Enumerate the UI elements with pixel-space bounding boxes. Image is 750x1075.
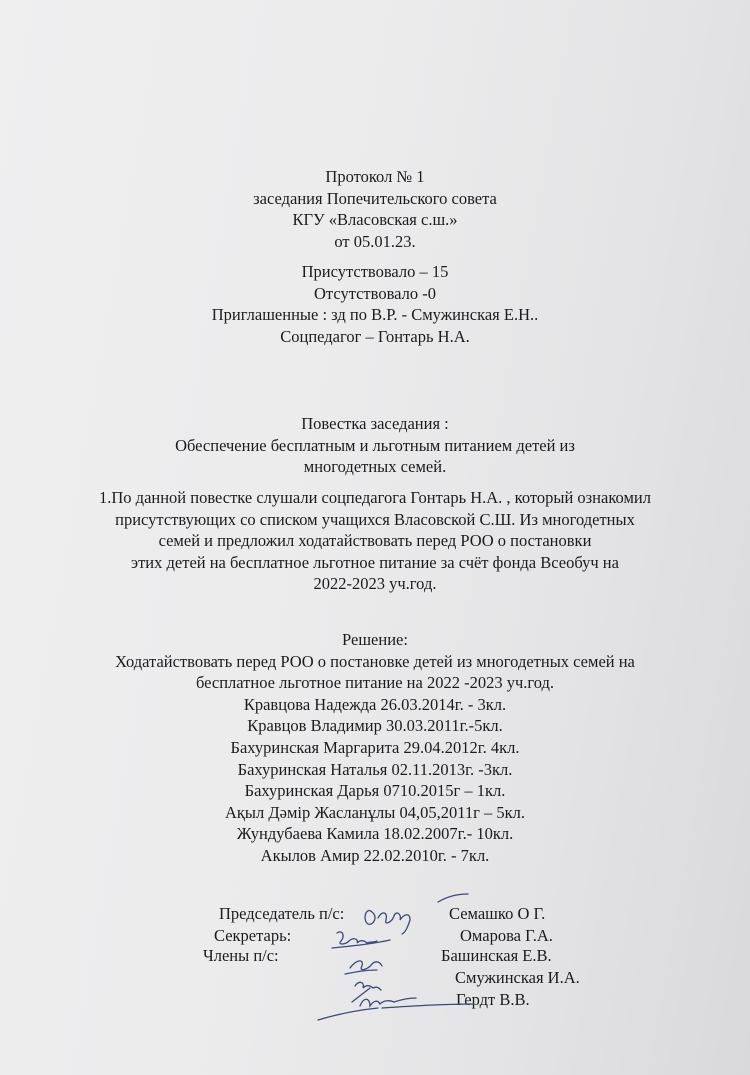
decision-line: Ходатайствовать перед РОО о постановке детей из многодетных семей на [115, 651, 635, 671]
member-name: Башинская Е.В. [441, 946, 552, 965]
member-signature [318, 988, 474, 1020]
social-teacher-line: Соцпедагог – Гонтарь Н.А. [280, 326, 470, 346]
present-count: Присутствовало – 15 [301, 262, 449, 281]
agenda-heading: Повестка заседания : [301, 414, 449, 433]
paragraph-line: 2022-2023 уч.год. [313, 574, 437, 594]
chair-label: Председатель п/с: [219, 904, 345, 923]
member-name: Гердт В.В. [456, 990, 530, 1009]
item-1-paragraph [0, 487, 750, 595]
invited-line: Приглашенные : зд по В.Р. - Смужинская Е.Н.. [211, 305, 539, 325]
attendance-block [0, 261, 750, 347]
protocol-date: от 05.01.23. [334, 231, 416, 251]
organization-name: КГУ «Власовская с.ш.» [292, 210, 458, 230]
decision-block [0, 629, 750, 867]
paragraph-line: этих детей на бесплатное льготное питание за счёт фонда Всеобуч на [131, 552, 619, 572]
secretary-name: Омарова Г.А. [460, 926, 553, 945]
student-entry: Кравцова Надежда 26.03.2014г. - 3кл. [243, 694, 507, 714]
student-entry: Бахуринская Маргарита 29.04.2012г. 4кл. [230, 737, 520, 757]
chair-name: Семашко О Г. [449, 904, 546, 923]
absent-count: Отсутствовало -0 [314, 283, 436, 303]
student-entry: Ақыл Дәмір Жасланұлы 04,05,2011г – 5кл. [225, 802, 525, 822]
protocol-title: Протокол № 1 [325, 167, 425, 186]
agenda-block [0, 413, 750, 478]
member-signature [345, 961, 382, 974]
members-label: Члены п/с: [203, 946, 279, 965]
student-entry: Бахуринская Наталья 02.11.2013г. -3кл. [237, 759, 513, 779]
paragraph-line: 1.По данной повестке слушали соцпедагога Гонтарь Н.А. , который ознакомил [99, 488, 651, 507]
agenda-line: Обеспечение бесплатным и льготным питанием детей из [175, 435, 575, 455]
student-entry: Кравцов Владимир 30.03.2011г.-5кл. [247, 716, 503, 736]
student-entry: Бахуринская Дарья 0710.2015г – 1кл. [244, 781, 506, 801]
paragraph-line: семей и предложил ходатайствовать перед РОО о постановки [158, 531, 592, 551]
paragraph-line: присутствующих со списком учащихся Власовской С.Ш. Из многодетных [115, 509, 635, 529]
student-entry: Акылов Амир 22.02.2010г. - 7кл. [260, 845, 490, 865]
member-signature [355, 982, 381, 990]
document-header [0, 166, 750, 252]
agenda-line: многодетных семей. [303, 457, 447, 477]
secretary-label: Секретарь: [214, 926, 292, 945]
decision-line: бесплатное льготное питание на 2022 -2023 уч.год. [195, 673, 555, 693]
protocol-subtitle: заседания Попечительского совета [253, 188, 497, 208]
secretary-signature [332, 932, 390, 948]
decision-heading: Решение: [342, 630, 408, 649]
student-entry: Жундубаева Камила 18.02.2007г.- 10кл. [236, 824, 514, 844]
member-name: Смужинская И.А. [455, 968, 580, 987]
